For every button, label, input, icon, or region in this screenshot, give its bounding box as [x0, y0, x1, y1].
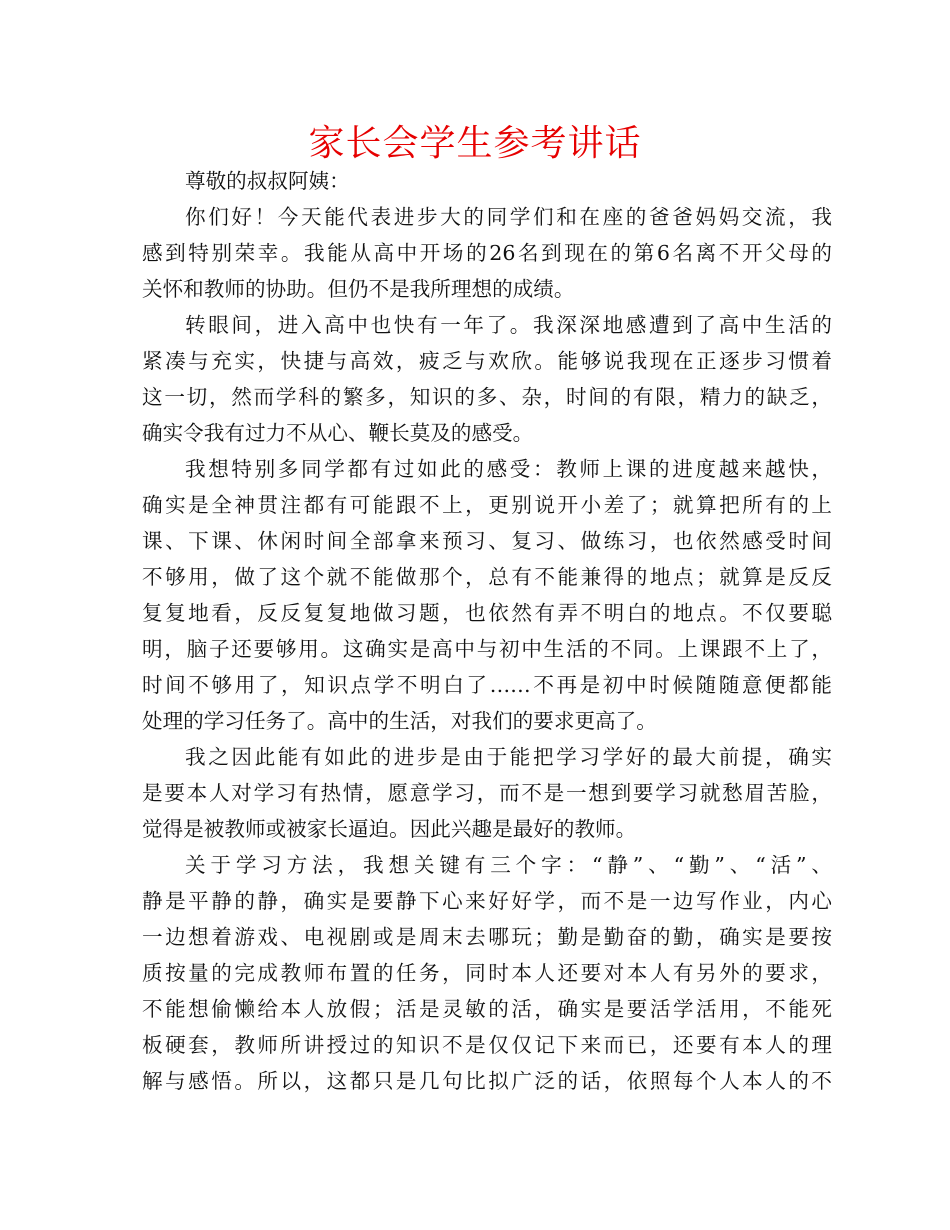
body-line: 明，脑子还要够用。这确实是高中与初中生活的不同。上课跟不上了， [142, 637, 832, 661]
body-line: 是要本人对学习有热情，愿意学习，而不是一想到要学习就愁眉苦脸， [142, 781, 832, 805]
body-line: 静是平静的静，确实是要静下心来好好学，而不是一边写作业，内心 [142, 889, 832, 913]
body-line: 解与感悟。所以，这都只是几句比拟广泛的话，依照每个人本人的不 [142, 1069, 832, 1093]
body-line: 复复地看，反反复复地做习题，也依然有弄不明白的地点。不仅要聪 [142, 601, 832, 625]
body-line: 这一切，然而学科的繁多，知识的多、杂，时间的有限，精力的缺乏， [142, 385, 832, 409]
body-line: 板硬套，教师所讲授过的知识不是仅仅记下来而已，还要有本人的理 [142, 1033, 832, 1057]
body-line: 关于学习方法，我想关键有三个字：“静”、“勤”、“活”、 [185, 853, 832, 877]
body-line: 时间不够用了，知识点学不明白了……不再是初中时候随随意便都能 [142, 673, 832, 697]
body-line: 质按量的完成教师布置的任务，同时本人还要对本人有另外的要求， [142, 961, 832, 985]
body-line: 不能想偷懒给本人放假；活是灵敏的活，确实是要活学活用，不能死 [142, 997, 832, 1021]
body-line: 我想特别多同学都有过如此的感受：教师上课的进度越来越快， [185, 457, 832, 481]
body-line: 感到特别荣幸。我能从高中开场的26名到现在的第6名离不开父母的 [142, 241, 832, 265]
body-line: 课、下课、休闲时间全部拿来预习、复习、做练习，也依然感受时间 [142, 529, 832, 553]
body-line: 我之因此能有如此的进步是由于能把学习学好的最大前提，确实 [185, 745, 832, 769]
body-line: 关怀和教师的协助。但仍不是我所理想的成绩。 [142, 277, 575, 301]
body-line: 紧凑与充实，快捷与高效，疲乏与欢欣。能够说我现在正逐步习惯着 [142, 349, 832, 373]
body-line: 觉得是被教师或被家长逼迫。因此兴趣是最好的教师。 [142, 817, 637, 841]
body-line: 确实是全神贯注都有可能跟不上，更别说开小差了；就算把所有的上 [142, 493, 832, 517]
document-title: 家长会学生参考讲话 [308, 123, 642, 164]
body-line: 确实令我有过力不从心、鞭长莫及的感受。 [142, 421, 534, 445]
body-line: 一边想着游戏、电视剧或是周末去哪玩；勤是勤奋的勤，确实是要按 [142, 925, 832, 949]
body-line: 转眼间，进入高中也快有一年了。我深深地感遭到了高中生活的 [185, 313, 832, 337]
body-line: 不够用，做了这个就不能做那个，总有不能兼得的地点；就算是反反 [142, 565, 832, 589]
salutation-line: 尊敬的叔叔阿姨： [185, 169, 350, 193]
body-line: 你们好！今天能代表进步大的同学们和在座的爸爸妈妈交流，我 [185, 205, 832, 229]
body-line: 处理的学习任务了。高中的生活，对我们的要求更高了。 [142, 709, 657, 733]
